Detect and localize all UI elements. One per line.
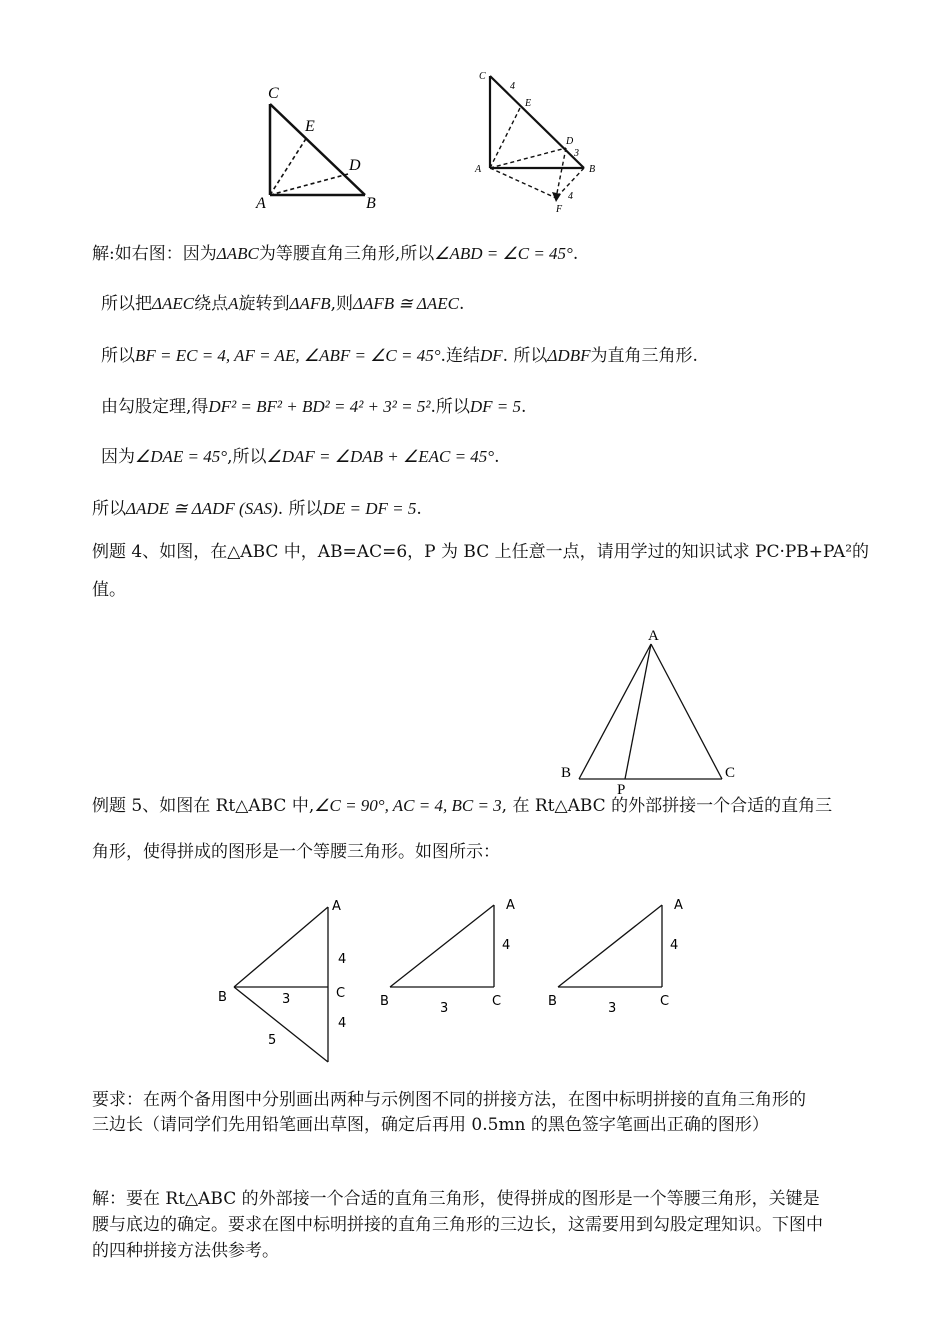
figure-example-joined-triangle xyxy=(210,895,360,1070)
figure-isosceles-triangle-abc xyxy=(555,622,745,796)
example5-question-line-2: 角形，使得拼成的图形是一个等腰三角形。如图所示： xyxy=(92,842,500,862)
fig-ex5b-label-a: A xyxy=(506,898,515,913)
figure-triangle-aebd xyxy=(250,82,390,214)
example5-requirement-line-1: 要求：在两个备用图中分别画出两种与示例图不同的拼接方法，在图中标明拼接的直角三角形的 xyxy=(92,1090,806,1110)
fig-ex5c-label-c: C xyxy=(660,994,670,1009)
fig-ex5a-label-a: A xyxy=(332,899,341,914)
example5-solution-line-2: 腰与底边的确定。要求在图中标明拼接的直角三角形的三边长，这需要用到勾股定理知识。下图中 xyxy=(92,1215,823,1235)
solution-line-4: 由勾股定理,得DF² = BF² + BD² = 4² + 3² = 5².所以DF = 5. xyxy=(101,397,527,417)
fig-ex5a-label-4-bottom: 4 xyxy=(338,1016,347,1031)
fig2-label-4-top: 4 xyxy=(510,81,515,92)
fig2-label-4-bottom: 4 xyxy=(568,191,573,202)
fig-ex5a-label-c: C xyxy=(336,986,346,1001)
fig2-label-e: E xyxy=(525,98,532,109)
fig-ex5b-label-4: 4 xyxy=(502,938,511,953)
solution-line-2: 所以把ΔAEC绕点A旋转到ΔAFB,则ΔAFB ≅ ΔAEC. xyxy=(101,294,465,314)
solution-line-3: 所以BF = EC = 4, AF = AE, ∠ABF = ∠C = 45°.连结DF. 所以ΔDBF为直角三角形. xyxy=(101,346,698,366)
example5-question-line-1: 例题 5、如图在 Rt△ABC 中,∠C = 90°, AC = 4, BC = 3, 在 Rt△ABC 的外部拼接一个合适的直角三 xyxy=(92,796,833,816)
example4-question-line-2: 值。 xyxy=(92,580,126,600)
fig-ex4-label-c: C xyxy=(725,765,736,781)
fig2-label-a: A xyxy=(475,164,482,175)
fig2-label-f: F xyxy=(556,204,563,215)
example5-solution-line-1: 解：要在 Rt△ABC 的外部接一个合适的直角三角形，使得拼成的图形是一个等腰三角形，关键是 xyxy=(92,1189,820,1209)
fig2-label-3: 3 xyxy=(574,148,579,159)
fig1-label-c: C xyxy=(268,85,279,102)
fig-ex5c-label-a: A xyxy=(674,898,683,913)
example5-requirement-line-2: 三边长（请同学们先用铅笔画出草图，确定后再用 0.5mn 的黑色签字笔画出正确的图形） xyxy=(92,1115,769,1135)
example4-question-line-1: 例题 4、如图，在△ABC 中，AB=AC=6，P 为 BC 上任意一点，请用学过的知识试求 PC·PB+PA²的 xyxy=(92,542,870,562)
fig1-label-d: D xyxy=(349,157,361,174)
fig-ex5c-label-b: B xyxy=(548,994,557,1009)
fig2-label-d: D xyxy=(566,136,574,147)
solution-line-6: 所以ΔADE ≅ ΔADF (SAS). 所以DE = DF = 5. xyxy=(92,499,422,519)
solution-line-1: 解:如右图：因为ΔABC为等腰直角三角形,所以∠ABD = ∠C = 45°. xyxy=(92,244,579,264)
fig-ex5c-label-3: 3 xyxy=(608,1001,617,1016)
fig1-label-e: E xyxy=(305,118,315,135)
fig-ex5a-label-b: B xyxy=(218,990,227,1005)
fig-ex5b-label-c: C xyxy=(492,994,502,1009)
fig1-label-b: B xyxy=(366,195,376,212)
fig-ex5b-label-3: 3 xyxy=(440,1001,449,1016)
fig-ex4-label-a: A xyxy=(648,628,659,644)
figure-spare-triangle-1 xyxy=(372,895,532,1020)
fig-ex5a-label-3: 3 xyxy=(282,992,291,1007)
fig-ex4-label-b: B xyxy=(561,765,572,781)
figure-spare-triangle-2 xyxy=(540,895,700,1020)
fig2-label-c: C xyxy=(479,71,486,82)
fig2-label-b: B xyxy=(589,164,596,175)
fig-ex5a-label-4-top: 4 xyxy=(338,952,347,967)
figure-triangle-rotation xyxy=(470,68,610,216)
fig1-label-a: A xyxy=(256,195,266,212)
example5-solution-line-3: 的四种拼接方法供参考。 xyxy=(92,1241,279,1261)
fig-ex5a-label-5: 5 xyxy=(268,1033,277,1048)
fig-ex5b-label-b: B xyxy=(380,994,389,1009)
fig-ex5c-label-4: 4 xyxy=(670,938,679,953)
fig-ex4-label-p: P xyxy=(617,782,626,796)
solution-line-5: 因为∠DAE = 45°,所以∠DAF = ∠DAB + ∠EAC = 45°. xyxy=(101,447,500,467)
